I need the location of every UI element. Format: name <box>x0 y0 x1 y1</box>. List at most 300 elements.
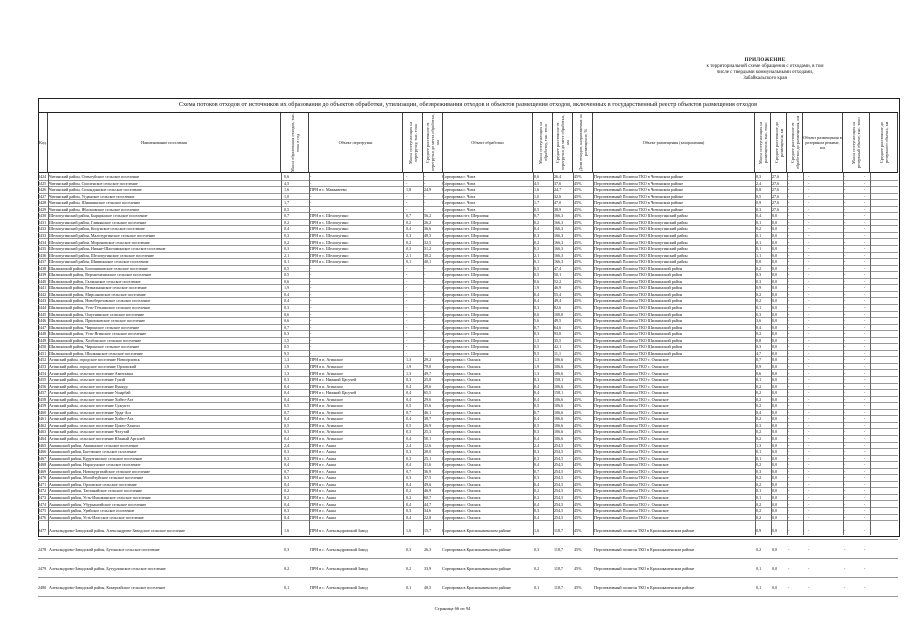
cell-d4: - <box>788 501 790 507</box>
cell-m4: 0,9 <box>756 528 762 534</box>
cell-d5: - <box>844 259 846 265</box>
cell-d1: 79,0 <box>424 363 432 369</box>
cell-code: 2442 <box>38 291 47 297</box>
cell-m3: 0,3 <box>534 232 540 238</box>
cell-pct: 45% <box>574 383 582 389</box>
cell-fac: Перспективный Полигон ТКО Шелопугинский район <box>594 213 688 219</box>
cell-src: ПРН в с. Александровский Завод <box>310 585 368 591</box>
cell-d4: - <box>788 213 790 219</box>
cell-fac: Перспективный Полигон ТКО Шелопугинский район <box>594 239 688 245</box>
cell-name: Александрово-Заводский район, Кокертайское сельское поселение <box>49 585 166 591</box>
cell-fac: Перспективный Полигон ТКО Шилкинский район <box>594 337 683 343</box>
cell-m2: - <box>406 285 408 291</box>
cell-d6: - <box>864 547 866 553</box>
cell-d3: 0,0 <box>772 344 778 350</box>
cell-d5: - <box>844 206 846 212</box>
cell-d2: 52,2 <box>554 278 562 284</box>
cell-code: 2476 <box>38 514 47 520</box>
table-row <box>38 521 898 540</box>
cell-pct: 45% <box>574 475 582 481</box>
cell-m4: 0,2 <box>756 416 762 422</box>
cell-m3: 0,4 <box>534 501 540 507</box>
cell-d6: - <box>864 318 866 324</box>
cell-d1: 35,6 <box>424 403 432 409</box>
cell-d5: - <box>844 494 846 500</box>
cell-m1: 0,5 <box>284 265 290 271</box>
cell-m3: 0,5 <box>534 206 540 212</box>
cell-name: Агинский район, сельское поселение Урда-Ага <box>49 409 132 415</box>
cell-d2: 166,3 <box>554 252 564 258</box>
cell-d3: 0,0 <box>772 501 778 507</box>
cell-fac: Перспективный Полигон ТКО с. Ононское <box>594 475 669 481</box>
cell-pct: 45% <box>574 455 582 461</box>
cell-d2: 106,6 <box>554 403 564 409</box>
cell-d3: 0,0 <box>772 377 778 383</box>
cell-proc: Сортировка пгт. Шерловая <box>442 350 489 356</box>
cell-m1: 1,6 <box>284 187 290 193</box>
cell-d1: 36,9 <box>424 468 432 474</box>
cell-d2: 254,5 <box>554 449 564 455</box>
cell-d2: 254,5 <box>554 455 564 461</box>
cell-m1: 0,4 <box>284 501 290 507</box>
cell-m4: 0,2 <box>756 390 762 396</box>
cell-name: Акшинский район, Бытэвское сельское поселение <box>49 449 137 455</box>
cell-d5: - <box>844 429 846 435</box>
cell-m2: - <box>406 318 408 324</box>
cell-d3: 0,0 <box>772 239 778 245</box>
cell-m1: 0,3 <box>284 449 290 455</box>
header-label: Объект перегрузки <box>338 140 373 145</box>
table-row <box>38 578 898 597</box>
cell-obj: - <box>808 416 810 422</box>
cell-d1: 40,5 <box>424 585 432 591</box>
cell-name: Агинский район, сельское поселение Южный Аргалей <box>49 436 145 441</box>
cell-d1: 24,9 <box>424 187 432 193</box>
cell-d3: 27,6 <box>772 174 780 179</box>
cell-code: 2432 <box>38 226 47 232</box>
cell-name: Шелопугинский район, Шелопугинское сельское поселение <box>49 252 154 258</box>
cell-m2: 0,5 <box>406 422 412 428</box>
cell-obj: - <box>808 585 810 591</box>
cell-fac: Перспективный Полигон ТКО Шелопугинский район <box>594 246 688 252</box>
cell-d1: 37,5 <box>424 475 432 481</box>
cell-m3: 0,3 <box>534 377 540 383</box>
cell-pct: 45% <box>574 501 582 507</box>
cell-m3: 2,1 <box>534 252 540 258</box>
cell-code: 2448 <box>38 331 47 337</box>
cell-obj: - <box>808 232 810 238</box>
cell-m2: 0,7 <box>406 213 412 219</box>
cell-d3: 0,0 <box>772 265 778 271</box>
cell-obj: - <box>808 350 810 356</box>
cell-m4: 0,1 <box>756 449 762 455</box>
cell-fac: Перспективный Полигон ТКО с. Ононское <box>594 468 669 474</box>
cell-proc: Сортировка г. Чита <box>442 187 476 193</box>
cell-m2: 0,7 <box>406 409 412 415</box>
cell-d1: 30,2 <box>424 252 432 258</box>
cell-proc: Сортировка с. Ононск <box>442 455 481 461</box>
cell-m3: 0,4 <box>534 298 540 304</box>
cell-fac: Перспективный Полигон ТКО Шилкинский район <box>594 305 683 310</box>
cell-d5: - <box>844 449 846 455</box>
cell-d2: 106,6 <box>554 370 564 376</box>
cell-proc: Сортировка пгт. Шерловая <box>442 272 489 278</box>
cell-src: - <box>310 298 312 304</box>
cell-m4: 0,3 <box>756 344 762 350</box>
cell-obj: - <box>808 239 810 245</box>
cell-m2: 0,3 <box>406 475 412 481</box>
cell-fac: Перспективный Полигон ТКО в Читинском районе <box>594 180 684 186</box>
header-label: Объект обработки <box>471 140 504 145</box>
cell-d4: - <box>788 370 790 376</box>
cell-fac: Перспективный Полигон ТКО Шилкинский район <box>594 331 683 337</box>
cell-m2: 0,4 <box>406 390 412 396</box>
cell-d6: - <box>864 337 866 343</box>
cell-d1: 22,8 <box>424 514 432 520</box>
cell-d4: - <box>788 436 790 441</box>
cell-d4: - <box>788 462 790 468</box>
cell-code: 2451 <box>38 350 47 356</box>
cell-d4: - <box>788 206 790 212</box>
cell-fac: Перспективный Полигон ТКО с. Ононское <box>594 429 669 435</box>
cell-code: 2425 <box>38 180 47 186</box>
table-row <box>38 298 898 305</box>
cell-fac: Перспективный Полигон ТКО с. Ононское <box>594 514 669 520</box>
grid-line <box>309 173 310 535</box>
cell-d6: - <box>864 370 866 376</box>
cell-d2: 106,6 <box>554 429 564 435</box>
cell-d1: 26,9 <box>424 422 432 428</box>
cell-m4: 0,0 <box>756 259 762 265</box>
cell-m1: 0,5 <box>284 272 290 278</box>
cell-pct: 45% <box>574 193 582 199</box>
cell-src: - <box>310 291 312 297</box>
cell-src: ПРН в с. Шелопугино <box>310 213 349 219</box>
cell-proc: Сортировка пгт. Шерловая <box>442 337 489 343</box>
header-label: Объект размещения в резервном режиме, км <box>803 135 842 150</box>
cell-d3: 0,0 <box>772 324 778 330</box>
cell-m1: 1,3 <box>284 370 290 376</box>
cell-fac: Перспективный Полигон ТКО с. Ононское <box>594 377 669 383</box>
cell-proc: Сортировка в Краснокаменском районе <box>442 547 511 553</box>
cell-d1: 12,6 <box>424 442 432 448</box>
cell-src: ПРН в с. Акша <box>310 488 336 494</box>
appendix-line: к территориальной схеме обращения с отходами, в том <box>706 64 824 69</box>
cell-name: Читинский район, Яблоновское сельское поселение <box>49 206 140 212</box>
cell-d1: 25,3 <box>424 429 432 435</box>
cell-code: 2480 <box>38 585 47 591</box>
cell-m2: - <box>406 206 408 212</box>
cell-m2: 0,3 <box>406 429 412 435</box>
cell-code: 2461 <box>38 416 47 422</box>
cell-m1: 0,5 <box>284 344 290 350</box>
cell-obj: - <box>808 180 810 186</box>
cell-m3: 0,4 <box>534 481 540 487</box>
cell-proc: Сортировка в Краснокаменском районе <box>442 528 511 534</box>
cell-d2: 254,5 <box>554 508 564 514</box>
cell-m1: 0,6 <box>284 278 290 284</box>
cell-d5: - <box>844 508 846 514</box>
cell-name: Агинский район, сельское поселение Сужуктэ <box>49 403 130 409</box>
cell-m4: 0,4 <box>756 213 762 219</box>
cell-d2: 106,6 <box>554 416 564 422</box>
cell-d2: 106,6 <box>554 422 564 428</box>
header-label: Масса поступающих на перегрузку, тыс. тонн <box>407 121 418 164</box>
cell-m1: 0,2 <box>284 494 290 500</box>
cell-m2: 1,3 <box>406 370 412 376</box>
cell-d5: - <box>844 337 846 343</box>
cell-pct: 45% <box>574 311 582 317</box>
cell-d2: 106,6 <box>554 357 564 363</box>
cell-m1: 0,5 <box>284 206 290 212</box>
cell-d2: 50,1 <box>554 272 562 278</box>
cell-m4: 0,2 <box>756 475 762 481</box>
cell-m2: - <box>406 265 408 271</box>
cell-d1: 56,2 <box>424 213 432 219</box>
cell-proc: Сортировка пгт. Шерловая <box>442 331 489 337</box>
cell-pct: 45% <box>574 390 582 396</box>
cell-m3: 0,3 <box>534 455 540 461</box>
cell-obj: - <box>808 206 810 212</box>
cell-m2: 2,1 <box>406 252 412 258</box>
cell-m4: 0,2 <box>756 383 762 389</box>
header-label: Код <box>39 140 46 145</box>
cell-code: 2438 <box>38 265 47 271</box>
cell-m3: 0,5 <box>534 403 540 409</box>
cell-fac: Перспективный Полигон ТКО Шилкинский район <box>594 318 683 324</box>
cell-d4: - <box>788 246 790 252</box>
cell-pct: 45% <box>574 585 582 591</box>
cell-pct: 45% <box>574 370 582 376</box>
cell-d4: - <box>788 311 790 317</box>
cell-m4: 0,8 <box>756 187 762 193</box>
cell-proc: Сортировка пгт. Шерловая <box>442 285 489 291</box>
cell-m1: 1,9 <box>284 363 290 369</box>
table-title: Схема потоков отходов от источников их образования до объектов обработки, утилизации, обезвреживания отходов и объектов размещения отходов, включенных в государственный реестр объектов размещения отходов <box>38 98 898 113</box>
header-m1 <box>281 113 309 173</box>
cell-code: 2435 <box>38 246 47 252</box>
cell-m3: 0,4 <box>534 416 540 422</box>
cell-m4: 1,3 <box>756 442 762 448</box>
cell-proc: Сортировка с. Ононск <box>442 442 481 448</box>
cell-m2: 0,2 <box>406 566 412 572</box>
cell-m1: 0,4 <box>284 396 290 402</box>
cell-m2: - <box>406 193 408 199</box>
cell-name: Читинский район, Сохондинское сельское поселение <box>49 187 142 193</box>
cell-m1: 1,6 <box>284 528 290 534</box>
cell-m1: 0,3 <box>284 331 290 337</box>
cell-d6: - <box>864 390 866 396</box>
cell-d4: - <box>788 278 790 284</box>
cell-code: 2475 <box>38 508 47 514</box>
cell-d2: 47,4 <box>554 265 562 271</box>
cell-proc: Сортировка с. Ононск <box>442 481 481 487</box>
cell-d3: 0,0 <box>772 585 778 591</box>
cell-src: - <box>310 305 312 310</box>
cell-obj: - <box>808 259 810 265</box>
cell-code: 2436 <box>38 252 47 258</box>
cell-fac: Перспективный Полигон ТКО с. Ононское <box>594 416 669 422</box>
table-row <box>38 429 898 436</box>
cell-d4: - <box>788 232 790 238</box>
cell-name: Шилкинский район, Чиронское сельское поселение <box>49 344 140 350</box>
cell-m4: 0,4 <box>756 324 762 330</box>
cell-obj: - <box>808 187 810 193</box>
cell-d3: 0,0 <box>772 475 778 481</box>
cell-proc: Сортировка пгт. Шерловая <box>442 344 489 350</box>
cell-d5: - <box>844 187 846 193</box>
cell-m4: 0,5 <box>756 193 762 199</box>
cell-d5: - <box>844 174 846 179</box>
cell-m3: 1,7 <box>534 200 540 206</box>
cell-d2: 118,7 <box>554 566 564 572</box>
cell-m4: 0,2 <box>756 265 762 271</box>
cell-m3: 1,6 <box>534 187 540 193</box>
cell-m2: - <box>406 174 408 179</box>
cell-proc: Сортировка пгт. Шерловая <box>442 305 489 310</box>
cell-code: 2452 <box>38 357 47 363</box>
cell-d2: 32,6 <box>554 193 562 199</box>
cell-d5: - <box>844 311 846 317</box>
cell-src: - <box>310 324 312 330</box>
cell-name: Агинский район, городское поселение Новоорловск <box>49 357 140 363</box>
cell-pct: 45% <box>574 436 582 441</box>
cell-obj: - <box>808 449 810 455</box>
header-d6 <box>870 113 898 173</box>
cell-fac: Перспективный Полигон ТКО Шилкинский район <box>594 265 683 271</box>
cell-d1: 29,6 <box>424 396 432 402</box>
cell-d1: 40,1 <box>424 259 432 265</box>
cell-m4: 0,3 <box>756 174 762 179</box>
cell-d2: 26,4 <box>554 174 562 179</box>
cell-m4: 0,1 <box>756 219 762 225</box>
cell-name: Шилкинский район, Галкинское сельское поселение <box>49 278 141 284</box>
cell-d1: - <box>424 350 426 356</box>
cell-code: 2456 <box>38 383 47 389</box>
cell-code: 2453 <box>38 363 47 369</box>
cell-code: 2426 <box>38 187 47 193</box>
cell-proc: Сортировка в Краснокаменском районе <box>442 585 511 591</box>
cell-d1: - <box>424 206 426 212</box>
cell-d5: - <box>844 383 846 389</box>
cell-d2: 46,9 <box>554 285 562 291</box>
cell-d2: 106,6 <box>554 409 564 415</box>
cell-d2: 106,6 <box>554 436 564 441</box>
cell-m2: - <box>406 331 408 337</box>
cell-name: Шилкинский район, Омутнинское сельское поселение <box>49 311 144 317</box>
cell-d5: - <box>844 193 846 199</box>
cell-pct: 45% <box>574 219 582 225</box>
cell-m2: 0,4 <box>406 462 412 468</box>
cell-d4: - <box>788 219 790 225</box>
cell-d4: - <box>788 344 790 350</box>
cell-code: 2445 <box>38 311 47 317</box>
cell-code: 2469 <box>38 468 47 474</box>
cell-m4: 0,1 <box>756 377 762 383</box>
cell-m2: 0,1 <box>406 585 412 591</box>
cell-d3: 0,0 <box>772 246 778 252</box>
header-label: Среднее расстояние до резервного объекта, км <box>878 121 889 164</box>
cell-d4: - <box>788 396 790 402</box>
cell-fac: Перспективный полигон ТКО в Краснокаменском районе <box>594 585 695 591</box>
cell-m3: 0,3 <box>534 305 540 310</box>
cell-m2: 1,6 <box>406 528 412 534</box>
cell-d6: - <box>864 508 866 514</box>
cell-name: Акшинский район, Могойтуйское сельское поселение <box>49 475 144 481</box>
cell-d4: - <box>788 324 790 330</box>
cell-d2: 106,6 <box>554 396 564 402</box>
cell-src: ПРН в с. Нижний Цасучей <box>310 377 357 383</box>
cell-code: 2439 <box>38 272 47 278</box>
cell-d2: 166,3 <box>554 219 564 225</box>
cell-name: Агинский район, сельское поселение Цокто-Хангил <box>49 422 140 428</box>
cell-m1: 0,4 <box>284 390 290 396</box>
cell-d4: - <box>788 429 790 435</box>
cell-d2: 158,1 <box>554 377 564 383</box>
cell-d4: - <box>788 488 790 494</box>
cell-m1: 0,3 <box>284 475 290 481</box>
cell-pct: 45% <box>574 344 582 350</box>
cell-m4: 2,4 <box>756 180 762 186</box>
cell-m3: 1,9 <box>534 363 540 369</box>
cell-fac: Перспективный Полигон ТКО Шилкинский район <box>594 291 683 297</box>
cell-m4: 0,3 <box>756 206 762 212</box>
cell-name: Акшинский район, Усть-Иласское сельское поселение <box>49 514 144 520</box>
cell-obj: - <box>808 475 810 481</box>
cell-proc: Сортировка г. Чита <box>442 200 476 206</box>
cell-code: 2465 <box>38 442 47 448</box>
cell-d6: - <box>864 449 866 455</box>
cell-d3: 0,0 <box>772 422 778 428</box>
header-label: Среднее расстояние от перегрузки до места обработки, км <box>425 114 440 171</box>
cell-src: ПРН в с. Шелопугино <box>310 232 349 238</box>
cell-d3: 0,0 <box>772 396 778 402</box>
cell-fac: Перспективный Полигон ТКО с. Ононское <box>594 449 669 455</box>
cell-d1: - <box>424 298 426 304</box>
cell-pct: 45% <box>574 422 582 428</box>
cell-d4: - <box>788 239 790 245</box>
cell-d1: 28,6 <box>424 383 432 389</box>
cell-obj: - <box>808 501 810 507</box>
header-m3 <box>533 113 553 173</box>
cell-d3: 0,0 <box>772 488 778 494</box>
cell-src: - <box>310 193 312 199</box>
cell-d4: - <box>788 494 790 500</box>
cell-obj: - <box>808 265 810 271</box>
cell-obj: - <box>808 383 810 389</box>
cell-proc: Сортировка пгт. Шерловая <box>442 318 489 324</box>
cell-src: - <box>310 278 312 284</box>
cell-d2: 254,5 <box>554 501 564 507</box>
cell-src: ПРН в с. Александровский Завод <box>310 528 368 534</box>
cell-fac: Перспективный Полигон ТКО с. Ононское <box>594 508 669 514</box>
cell-m3: 0,3 <box>534 429 540 435</box>
cell-d4: - <box>788 331 790 337</box>
cell-src: ПРН в с. Акша <box>310 475 336 481</box>
appendix-line: числе с твердыми коммунальными отходами, <box>716 70 814 75</box>
cell-d4: - <box>788 383 790 389</box>
cell-m4: 0,4 <box>756 409 762 415</box>
cell-m1: 2,4 <box>284 442 290 448</box>
appendix-block <box>665 58 865 82</box>
cell-d6: - <box>864 357 866 363</box>
cell-pct: 45% <box>574 547 582 553</box>
cell-code: 2470 <box>38 475 47 481</box>
cell-m3: 0,1 <box>534 259 540 265</box>
cell-proc: Сортировка с. Ононск <box>442 508 481 514</box>
cell-d1: - <box>424 305 426 310</box>
cell-d2: 166,3 <box>554 226 564 232</box>
